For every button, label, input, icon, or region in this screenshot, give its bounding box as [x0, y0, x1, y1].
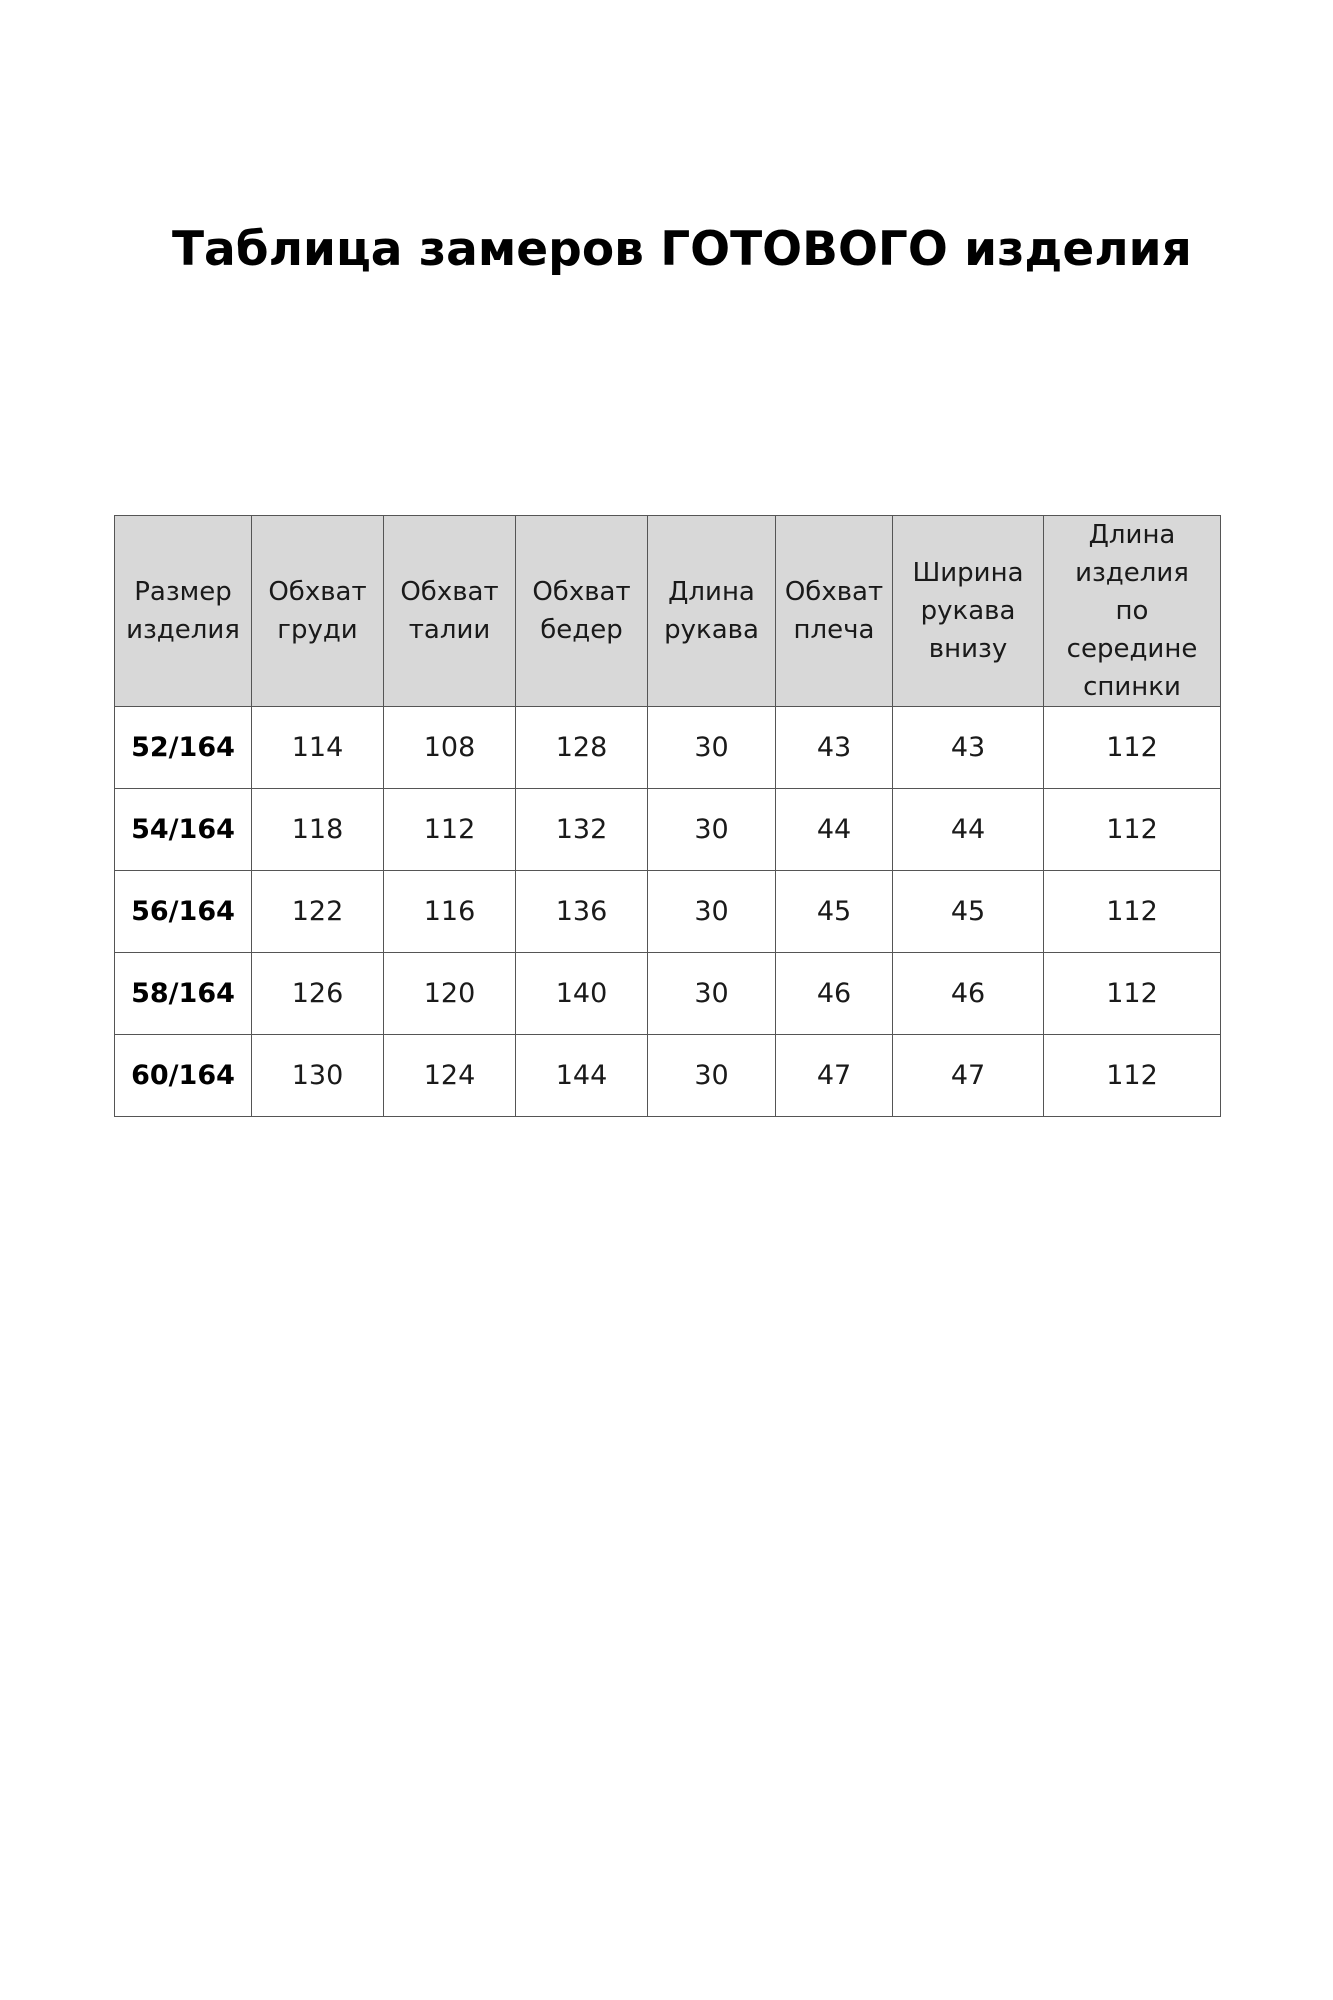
- header-text: Ширина: [912, 558, 1024, 588]
- header-text: Обхват: [532, 577, 631, 607]
- table-cell: 112: [1044, 789, 1221, 871]
- table-cell: 30: [648, 1035, 776, 1117]
- table-cell: 46: [893, 953, 1044, 1035]
- table-cell: 136: [516, 871, 648, 953]
- header-text: Размер: [134, 577, 232, 607]
- table-cell: 140: [516, 953, 648, 1035]
- header-text: по: [1115, 596, 1149, 626]
- table-row: [115, 707, 1221, 789]
- size-cell: 56/164: [115, 871, 252, 953]
- table-row: [115, 789, 1221, 871]
- table-row: [115, 871, 1221, 953]
- header-text: бедер: [540, 615, 623, 645]
- header-text: Обхват: [784, 577, 884, 607]
- table-cell: 128: [516, 707, 648, 789]
- table-cell: 45: [893, 871, 1044, 953]
- header-text: Обхват: [400, 577, 499, 607]
- header-text: плеча: [793, 615, 875, 645]
- header-text: Длина: [1088, 520, 1176, 550]
- table-cell: 122: [252, 871, 384, 953]
- header-hips: [516, 516, 648, 707]
- header-text: спинки: [1083, 672, 1181, 702]
- table-cell: 43: [893, 707, 1044, 789]
- table-cell: 30: [648, 789, 776, 871]
- size-cell: 60/164: [115, 1035, 252, 1117]
- header-back-length: [1044, 516, 1221, 707]
- table-cell: 112: [384, 789, 516, 871]
- header-text: внизу: [928, 634, 1008, 664]
- size-cell: 52/164: [115, 707, 252, 789]
- table-cell: 44: [776, 789, 893, 871]
- table-cell: 132: [516, 789, 648, 871]
- table-cell: 43: [776, 707, 893, 789]
- table-cell: 44: [893, 789, 1044, 871]
- header-waist: [384, 516, 516, 707]
- table-cell: 144: [516, 1035, 648, 1117]
- table-cell: 126: [252, 953, 384, 1035]
- table-cell: 30: [648, 871, 776, 953]
- table-cell: 45: [776, 871, 893, 953]
- header-text: изделия: [126, 615, 240, 645]
- header-shoulder: [776, 516, 893, 707]
- header-chest: [252, 516, 384, 707]
- table-cell: 114: [252, 707, 384, 789]
- table-row: [115, 1035, 1221, 1117]
- table-cell: 118: [252, 789, 384, 871]
- page-title: Таблица замеров ГОТОВОГО изделия: [172, 222, 1192, 277]
- header-text: середине: [1066, 634, 1198, 664]
- table-cell: 130: [252, 1035, 384, 1117]
- table-cell: 112: [1044, 1035, 1221, 1117]
- table-cell: 124: [384, 1035, 516, 1117]
- size-chart-table: [114, 515, 1221, 1117]
- size-cell: 54/164: [115, 789, 252, 871]
- header-text: изделия: [1075, 558, 1189, 588]
- header-text: груди: [277, 615, 358, 645]
- table-cell: 47: [893, 1035, 1044, 1117]
- header-text: Длина: [668, 577, 755, 607]
- table-cell: 112: [1044, 871, 1221, 953]
- header-sleeve-width: [893, 516, 1044, 707]
- table-cell: 112: [1044, 707, 1221, 789]
- table-cell: 116: [384, 871, 516, 953]
- header-sleeve-length: [648, 516, 776, 707]
- table-cell: 120: [384, 953, 516, 1035]
- table-cell: 30: [648, 953, 776, 1035]
- table-cell: 108: [384, 707, 516, 789]
- header-text: рукава: [920, 596, 1016, 626]
- table-cell: 112: [1044, 953, 1221, 1035]
- table-cell: 47: [776, 1035, 893, 1117]
- header-text: талии: [408, 615, 491, 645]
- header-text: Обхват: [268, 577, 367, 607]
- header-row: [115, 516, 1221, 707]
- table-cell: 30: [648, 707, 776, 789]
- header-text: рукава: [664, 615, 759, 645]
- header-size: [115, 516, 252, 707]
- table-row: [115, 953, 1221, 1035]
- table-cell: 46: [776, 953, 893, 1035]
- size-cell: 58/164: [115, 953, 252, 1035]
